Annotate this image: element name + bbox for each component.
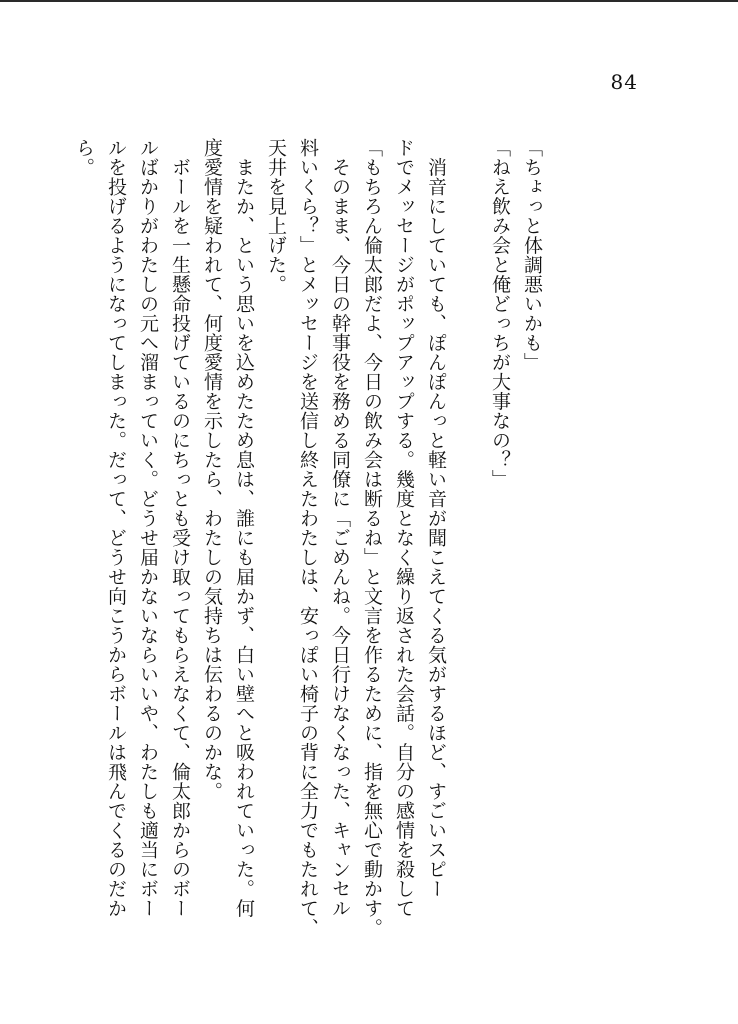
text-line: 天井を見上げた。: [265, 138, 287, 294]
text-line: ルを投げるようになってしまった。だって、どうせ向こうからボールは飛んでくるのだか: [105, 138, 127, 918]
dialogue-line: 「ちょっと体調悪いかも」: [521, 138, 543, 372]
text-line: ルばかりがわたしの元へ溜まっていく。どうせ届かないならいいや、わたしも適当にボー: [137, 138, 159, 918]
text-line: ら。: [73, 138, 95, 177]
text-line: 度愛情を疑われて、何度愛情を示したら、わたしの気持ちは伝わるのかな。: [201, 138, 223, 801]
page-top-border: [0, 0, 738, 2]
page-number: 84: [610, 70, 638, 94]
blank-line: [452, 138, 484, 958]
dialogue-line: 「ねえ飲み会と俺どっちが大事なの？」: [489, 138, 511, 489]
text-line: そのまま、今日の幹事役を務める同僚に「ごめんね。今日行けなくなった、キャンセル: [329, 138, 351, 918]
vertical-text-body: [68, 138, 548, 958]
text-line: ドでメッセージがポップアップする。幾度となく繰り返された会話。自分の感情を殺して: [393, 138, 415, 918]
text-line: またか、という思いを込めたため息は、誰にも届かず、白い壁へと吸われていった。何: [233, 138, 255, 918]
text-line: 消音にしていても、ぽんぽんっと軽い音が聞こえてくる気がするほど、すごいスピー: [425, 138, 447, 899]
text-line: 料いくら？」とメッセージを送信し終えたわたしは、安っぽい椅子の背に全力でもたれて、: [297, 138, 319, 938]
text-line: 「もちろん倫太郎だよ、今日の飲み会は断るね」と文言を作るために、指を無心で動かす。: [361, 138, 383, 938]
text-line: ボールを一生懸命投げているのにちっとも受け取ってもらえなくて、倫太郎からのボー: [169, 138, 191, 918]
